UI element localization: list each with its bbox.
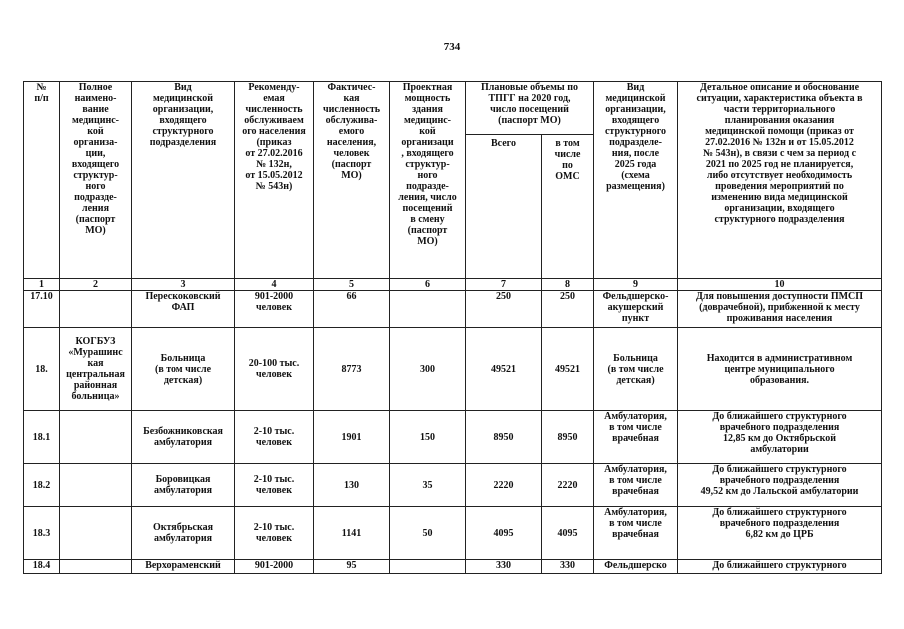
row-oms: 2220 bbox=[542, 464, 594, 507]
row-oms: 4095 bbox=[542, 507, 594, 560]
medical-organizations-table bbox=[23, 81, 882, 574]
table-row bbox=[24, 328, 882, 411]
row-org bbox=[60, 291, 132, 328]
column-number: 10 bbox=[678, 279, 882, 291]
row-type: Боровицкая амбулатория bbox=[132, 464, 235, 507]
header-actual-population: Фактичес- кая численность обслужива- емого населения, человек (паспорт МО) bbox=[314, 82, 390, 279]
header-row bbox=[24, 82, 882, 135]
row-after-2025: Фельдшерско- акушерский пункт bbox=[594, 291, 678, 328]
header-recommended-population: Рекоменду- емая численность обслуживаем ого населения (приказ от 27.02.2016 № 132н, от 15.05.2012 № 543н) bbox=[235, 82, 314, 279]
row-actual: 66 bbox=[314, 291, 390, 328]
column-number: 1 bbox=[24, 279, 60, 291]
row-org bbox=[60, 464, 132, 507]
column-number: 6 bbox=[390, 279, 466, 291]
header-total: Всего bbox=[466, 135, 542, 279]
row-total: 2220 bbox=[466, 464, 542, 507]
row-capacity: 35 bbox=[390, 464, 466, 507]
column-number: 3 bbox=[132, 279, 235, 291]
row-capacity: 150 bbox=[390, 411, 466, 464]
row-capacity: 50 bbox=[390, 507, 466, 560]
row-type: Больница (в том числе детская) bbox=[132, 328, 235, 411]
table-row bbox=[24, 291, 882, 328]
row-type: Безбожниковская амбулатория bbox=[132, 411, 235, 464]
row-org bbox=[60, 560, 132, 574]
row-capacity bbox=[390, 560, 466, 574]
header-oms: в том числе по ОМС bbox=[542, 135, 594, 279]
row-oms: 330 bbox=[542, 560, 594, 574]
row-num: 18.3 bbox=[24, 507, 60, 560]
row-oms: 8950 bbox=[542, 411, 594, 464]
row-num: 18.1 bbox=[24, 411, 60, 464]
header-org-name: Полное наимено- вание медицинс- кой организа- ции, входящего структур- ного подразде- ления (паспорт МО) bbox=[60, 82, 132, 279]
row-description: До ближайшего структурного врачебного подразделения 12,85 км до Октябрьской амбулатории bbox=[678, 411, 882, 464]
page-number: 734 bbox=[443, 41, 461, 53]
row-capacity bbox=[390, 291, 466, 328]
row-after-2025: Амбулатория, в том числе врачебная bbox=[594, 464, 678, 507]
row-num: 17.10 bbox=[24, 291, 60, 328]
table-row bbox=[24, 464, 882, 507]
row-description: Находится в административном центре муниципального образования. bbox=[678, 328, 882, 411]
table-row bbox=[24, 507, 882, 560]
column-number: 9 bbox=[594, 279, 678, 291]
row-description: До ближайшего структурного врачебного подразделения 6,82 км до ЦРБ bbox=[678, 507, 882, 560]
row-after-2025: Амбулатория, в том числе врачебная bbox=[594, 507, 678, 560]
row-total: 4095 bbox=[466, 507, 542, 560]
row-type: Октябрьская амбулатория bbox=[132, 507, 235, 560]
row-actual: 130 bbox=[314, 464, 390, 507]
header-type-after-2025: Вид медицинской организации, входящего структурного подразделе- ния, после 2025 года (схема размещения) bbox=[594, 82, 678, 279]
row-num: 18. bbox=[24, 328, 60, 411]
row-actual: 8773 bbox=[314, 328, 390, 411]
column-number-row bbox=[24, 279, 882, 291]
header-description: Детальное описание и обоснование ситуации, характеристика объекта в части территориального планирования оказания медицинской помощи (приказ от 27.02.2016 № 132н и от 15.05.2012 № 543н), в связи с чем за период с 2021 по 2025 год не планируется, либо отсутствует необходимость проведения мероприятий по изменению вида медицинской организации, входящего структурного подразделения bbox=[678, 82, 882, 279]
row-after-2025: Фельдшерско bbox=[594, 560, 678, 574]
row-oms: 250 bbox=[542, 291, 594, 328]
row-after-2025: Больница (в том числе детская) bbox=[594, 328, 678, 411]
row-num: 18.4 bbox=[24, 560, 60, 574]
row-after-2025: Амбулатория, в том числе врачебная bbox=[594, 411, 678, 464]
row-org bbox=[60, 411, 132, 464]
row-total: 330 bbox=[466, 560, 542, 574]
header-planned-volumes: Плановые объемы по ТПГГ на 2020 год, число посещений (паспорт МО) bbox=[466, 82, 594, 135]
row-total: 8950 bbox=[466, 411, 542, 464]
column-number: 5 bbox=[314, 279, 390, 291]
row-recommended: 2-10 тыс. человек bbox=[235, 464, 314, 507]
header-num: № п/п bbox=[24, 82, 60, 279]
header-org-type: Вид медицинской организации, входящего структурного подразделения bbox=[132, 82, 235, 279]
row-recommended: 2-10 тыс. человек bbox=[235, 507, 314, 560]
column-number: 2 bbox=[60, 279, 132, 291]
row-recommended: 901-2000 bbox=[235, 560, 314, 574]
row-oms: 49521 bbox=[542, 328, 594, 411]
row-description: До ближайшего структурного bbox=[678, 560, 882, 574]
row-capacity: 300 bbox=[390, 328, 466, 411]
row-actual: 1141 bbox=[314, 507, 390, 560]
column-number: 7 bbox=[466, 279, 542, 291]
row-recommended: 901-2000 человек bbox=[235, 291, 314, 328]
row-actual: 95 bbox=[314, 560, 390, 574]
header-design-capacity: Проектная мощность здания медицинс- кой организаци , входящего структур- ного подразде- ления, число посещений в смену (паспорт МО) bbox=[390, 82, 466, 279]
table-row bbox=[24, 560, 882, 574]
row-total: 49521 bbox=[466, 328, 542, 411]
row-type: Верхораменский bbox=[132, 560, 235, 574]
row-description: До ближайшего структурного врачебного подразделения 49,52 км до Лальской амбулатории bbox=[678, 464, 882, 507]
row-total: 250 bbox=[466, 291, 542, 328]
row-org: КОГБУЗ «Мурашинс кая центральная районная больница» bbox=[60, 328, 132, 411]
column-number: 4 bbox=[235, 279, 314, 291]
row-description: Для повышения доступности ПМСП (доврачебной), прибженной к месту проживания населения bbox=[678, 291, 882, 328]
column-number: 8 bbox=[542, 279, 594, 291]
row-recommended: 20-100 тыс. человек bbox=[235, 328, 314, 411]
row-org bbox=[60, 507, 132, 560]
table-row bbox=[24, 411, 882, 464]
row-type: Перескоковский ФАП bbox=[132, 291, 235, 328]
row-num: 18.2 bbox=[24, 464, 60, 507]
row-actual: 1901 bbox=[314, 411, 390, 464]
row-recommended: 2-10 тыс. человек bbox=[235, 411, 314, 464]
